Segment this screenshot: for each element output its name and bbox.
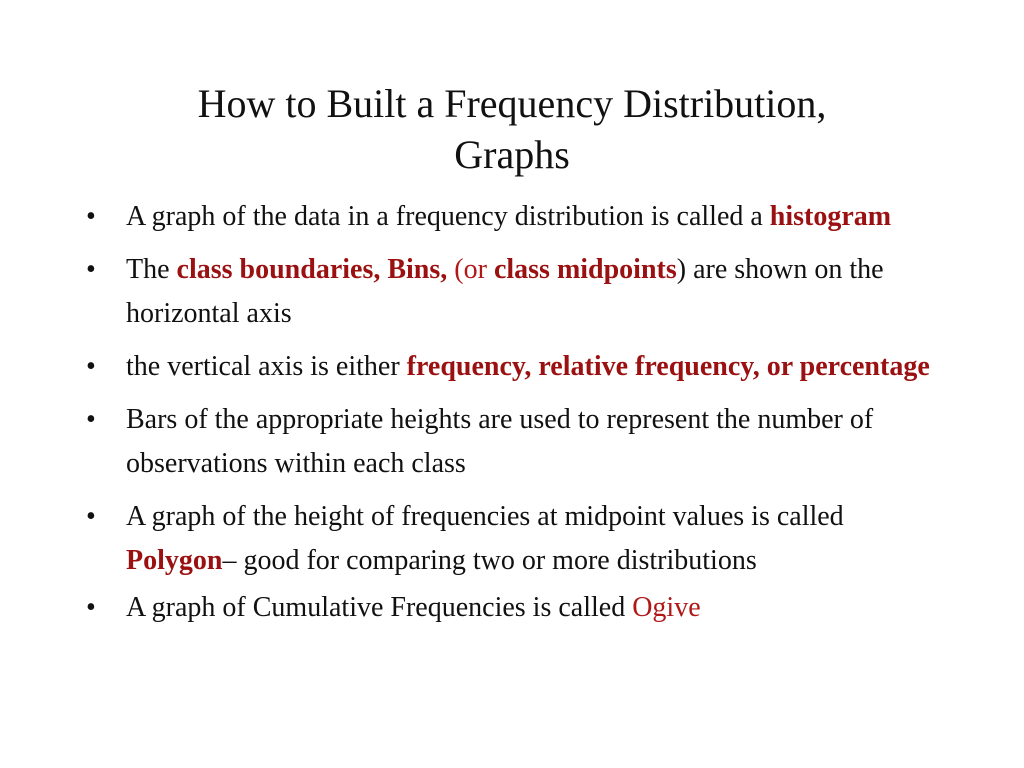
- slide-title-line-2: Graphs: [454, 132, 570, 177]
- bullet-text: Bars of the appropriate heights are used to represent the number of observations within each class: [126, 404, 874, 479]
- bullet-text: The: [126, 254, 177, 285]
- bullet-text: A graph of the data in a frequency distribution is called a: [126, 201, 770, 232]
- bullet-histogram: [0, 195, 1024, 239]
- bullet-horizontal-axis: [0, 248, 1024, 336]
- bullet-text: A graph of the height of frequencies at midpoint values is called: [126, 501, 844, 532]
- slide-title-line-1: How to Built a Frequency Distribution,: [197, 81, 827, 126]
- term-frequency-types: frequency, relative frequency, or percentage: [406, 351, 930, 382]
- bullet-text: ) are shown on the horizontal axis: [126, 254, 884, 329]
- term-ogive: Ogive: [632, 592, 701, 623]
- bullet-list: [0, 195, 1024, 630]
- slide-title: [0, 78, 1024, 180]
- term-polygon: Polygon: [126, 545, 223, 576]
- term-class-midpoints: class midpoints: [493, 254, 677, 285]
- bullet-polygon: [0, 495, 1024, 583]
- term-class-boundaries: class boundaries, Bins,: [176, 254, 448, 285]
- bullet-bars: [0, 398, 1024, 486]
- bullet-ogive: [0, 586, 1024, 630]
- bullet-text: – good for comparing two or more distributions: [222, 545, 757, 576]
- bullet-vertical-axis: [0, 345, 1024, 389]
- term-histogram: histogram: [769, 201, 892, 232]
- bullet-text-paren: (or: [447, 254, 494, 285]
- bullet-text: the vertical axis is either: [126, 351, 407, 382]
- bullet-text: A graph of Cumulative Frequencies is called: [126, 592, 633, 623]
